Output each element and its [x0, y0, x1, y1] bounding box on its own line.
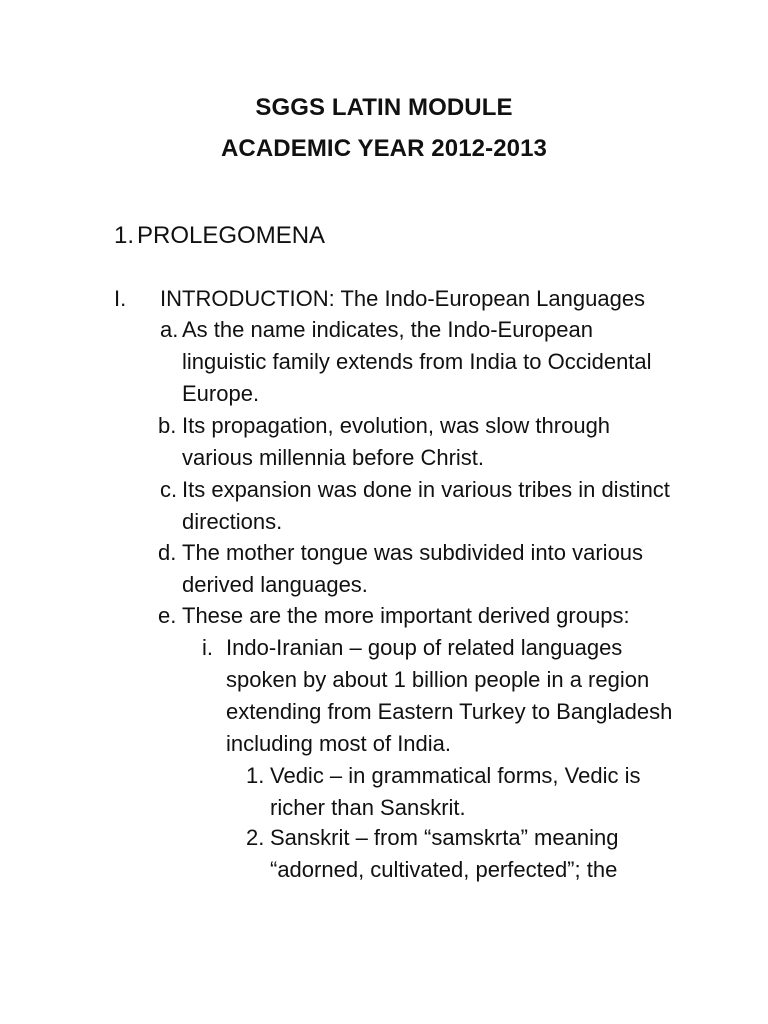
list-item-a-line-1: As the name indicates, the Indo-European: [182, 317, 593, 342]
list-item-d-line-1: The mother tongue was subdivided into various: [182, 540, 644, 565]
list-item-i-line-1: Indo-Iranian – goup of related languages: [226, 635, 623, 660]
list-marker-c: c.: [160, 477, 178, 502]
part-numeral: I.: [114, 286, 127, 311]
list-marker-1: 1.: [246, 763, 265, 788]
list-item-d-line-2: derived languages.: [182, 572, 368, 597]
list-marker-i: i.: [202, 635, 213, 660]
list-item-b-line-1: Its propagation, evolution, was slow through: [182, 413, 611, 438]
list-marker-d: d.: [158, 540, 177, 565]
list-marker-2: 2.: [246, 825, 265, 850]
list-item-b-line-2: various millennia before Christ.: [182, 445, 485, 470]
list-item-1-line-1: Vedic – in grammatical forms, Vedic is: [270, 763, 641, 788]
list-item-a-line-3: Europe.: [182, 381, 260, 406]
list-item-c-line-1: Its expansion was done in various tribes in distinct: [182, 477, 670, 502]
list-item-2-line-1: Sanskrit – from “samskrta” meaning: [270, 825, 619, 850]
list-marker-a: a.: [160, 317, 179, 342]
list-item-i-line-2: spoken by about 1 billion people in a region: [226, 667, 650, 692]
section-number: 1.: [114, 222, 135, 249]
document-title-line-2: ACADEMIC YEAR 2012-2013: [221, 135, 547, 162]
section-title: PROLEGOMENA: [137, 222, 326, 249]
list-item-1-line-2: richer than Sanskrit.: [270, 795, 466, 820]
list-item-c-line-2: directions.: [182, 509, 283, 534]
list-marker-e: e.: [158, 603, 177, 628]
list-item-e-line-1: These are the more important derived groups:: [182, 603, 630, 628]
list-marker-b: b.: [158, 413, 177, 438]
list-item-i-line-4: including most of India.: [226, 731, 452, 756]
part-heading: INTRODUCTION: The Indo-European Languages: [160, 286, 646, 311]
document-title-line-1: SGGS LATIN MODULE: [255, 94, 513, 121]
list-item-a-line-2: linguistic family extends from India to Occidental: [182, 349, 652, 374]
list-item-i-line-3: extending from Eastern Turkey to Bangladesh: [226, 699, 673, 724]
list-item-2-line-2: “adorned, cultivated, perfected”; the: [270, 857, 618, 882]
